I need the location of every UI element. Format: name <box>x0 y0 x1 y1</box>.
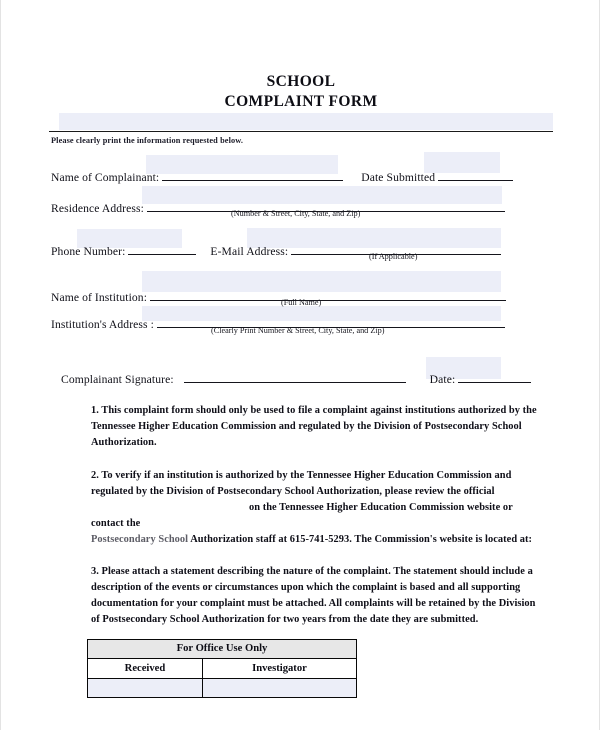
label-email-address: E-Mail Address: <box>210 245 289 258</box>
hint-name-of-institution: (Full Name) <box>281 298 322 307</box>
label-name-of-complainant: Name of Complainant: <box>51 171 160 184</box>
notice-item-1: 1. This complaint form should only be used to file a complaint against institutions authorized by the Tennessee Higher Education Commission and regulated by the Division of Postsecondary School Authorization. <box>91 405 537 448</box>
label-phone-number: Phone Number: <box>51 245 126 258</box>
hint-email-address: (If Applicable) <box>369 252 418 261</box>
label-institution-address: Institution's Address : <box>51 318 154 331</box>
notice-item-3: 3. Please attach a statement describing the nature of the complaint. The statement should include a description of the events or circumstances upon which the complaint is based and all supporting documentation for your complaint must be attached. All complaints will be retained by the Division of Postsecondary School Authorization for two years from the date they are submitted. <box>91 566 536 625</box>
row-phone-and-email <box>51 241 501 258</box>
notice-item-2-part-d: Authorization staff at 615-741-5293. The Commission's website is located at: <box>190 533 533 545</box>
hint-residence-address: (Number & Street, City, State, and Zip) <box>231 209 361 218</box>
input-date-submitted[interactable] <box>438 167 513 181</box>
hint-institution-address: (Clearly Print Number & Street, City, State, and Zip) <box>211 326 385 335</box>
office-use-column-received: Received <box>88 659 203 679</box>
office-use-table <box>87 639 357 698</box>
row-signature-and-date <box>61 369 531 386</box>
form-sheet <box>49 0 553 730</box>
office-use-input-received[interactable] <box>88 679 203 698</box>
notice-item-2-last-row <box>91 532 541 548</box>
label-residence-address: Residence Address: <box>51 202 144 215</box>
label-date-submitted: Date Submitted <box>361 171 436 184</box>
row-name-and-date <box>51 167 513 184</box>
row-name-of-institution <box>51 287 506 304</box>
office-use-column-row <box>88 659 357 679</box>
office-use-input-investigator[interactable] <box>202 679 356 698</box>
label-complainant-signature: Complainant Signature: <box>61 373 174 386</box>
form-title-block <box>49 0 553 112</box>
notice-item-2-part-b: on the Tennessee Higher Education Commission website or contact the <box>91 501 513 529</box>
title-line-complaint-form: COMPLAINT FORM <box>224 92 378 110</box>
input-name-of-complainant[interactable] <box>162 167 343 181</box>
notice-item-2 <box>91 468 541 548</box>
input-name-of-institution[interactable] <box>150 287 506 301</box>
input-complainant-signature[interactable] <box>184 369 406 383</box>
input-signature-date[interactable] <box>458 369 531 383</box>
label-signature-date: Date: <box>429 373 456 386</box>
notice-item-2-part-c: Postsecondary School <box>91 533 189 545</box>
notice-item-2-gap-row <box>91 500 541 532</box>
office-use-header-cell: For Office Use Only <box>88 640 357 659</box>
input-phone-number[interactable] <box>128 241 196 255</box>
header-divider-rule <box>49 131 553 132</box>
print-instruction-text: Please clearly print the information requested below. <box>51 136 244 145</box>
notice-item-2-part-a: 2. To verify if an institution is authorized by the Tennessee Higher Education Commission and regulated by the Division of Postsecondary School Authorization, please review the official <box>91 470 512 497</box>
office-use-header-row <box>88 640 357 659</box>
label-name-of-institution: Name of Institution: <box>51 291 148 304</box>
office-use-entry-row <box>88 679 357 698</box>
title-line-school: SCHOOL <box>266 73 336 90</box>
header-shade-bar <box>59 113 553 130</box>
office-use-column-investigator: Investigator <box>202 659 356 679</box>
